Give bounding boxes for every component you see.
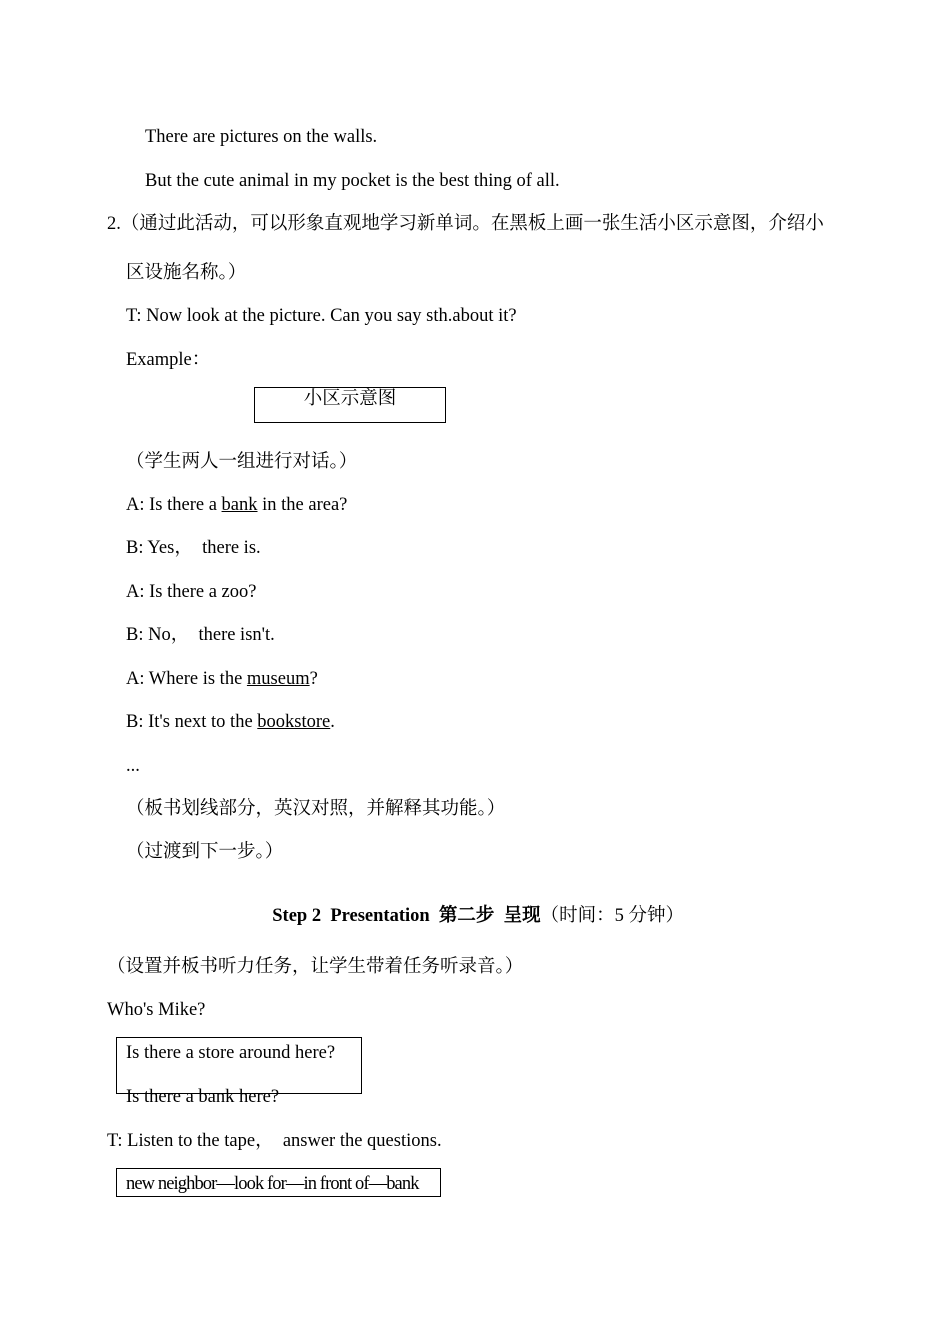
dialogue-line-4: B: No， there isn't. bbox=[126, 625, 275, 645]
box-question-2: Is there a bank here? bbox=[126, 1087, 280, 1107]
dialogue-line-6 bbox=[126, 711, 335, 733]
poem-line-1: There are pictures on the walls. bbox=[145, 127, 378, 147]
listening-task-note: （设置并板书听力任务，让学生带着任务听录音。） bbox=[107, 957, 524, 977]
poem-line-2: But the cute animal in my pocket is the best thing of all. bbox=[145, 171, 560, 191]
question-who-is-mike: Who's Mike? bbox=[107, 1000, 206, 1020]
example-label: Example： bbox=[126, 350, 211, 370]
dialogue-text: A: Where is the bbox=[126, 669, 247, 689]
dialogue-line-2: B: Yes， there is. bbox=[126, 538, 261, 558]
step-2-heading bbox=[263, 883, 684, 927]
item-number: 2. bbox=[107, 214, 121, 234]
underlined-word-museum: museum bbox=[246, 669, 310, 689]
box-question-1: Is there a store around here? bbox=[126, 1043, 336, 1063]
dialogue-text: . bbox=[330, 712, 335, 732]
dialogue-ellipsis: ... bbox=[126, 756, 140, 776]
teacher-instruction: T: Listen to the tape， answer the questions. bbox=[107, 1131, 442, 1151]
transition-note: （过渡到下一步。） bbox=[126, 842, 284, 862]
dialogue-text: in the area? bbox=[257, 495, 348, 515]
dialogue-line-3: A: Is there a zoo? bbox=[126, 582, 257, 602]
dialogue-text: A: Is there a bbox=[126, 495, 222, 515]
step-2-title: Step 2 Presentation 第二步 呈现 bbox=[272, 906, 541, 926]
underlined-word-bank: bank bbox=[221, 495, 258, 515]
instruction-text-1: （通过此活动，可以形象直观地学习新单词。在黑板上画一张生活小区示意图，介绍小 bbox=[120, 214, 824, 234]
dialogue-text: B: It's next to the bbox=[126, 712, 258, 732]
pair-work-note: （学生两人一组进行对话。） bbox=[126, 452, 358, 472]
activity-2-instruction-cont: 区设施名称。） bbox=[126, 263, 247, 283]
dialogue-line-5 bbox=[126, 668, 318, 690]
community-map-label: 小区示意图 bbox=[303, 389, 397, 409]
underlined-word-bookstore: bookstore bbox=[257, 712, 331, 732]
dialogue-line-1 bbox=[126, 494, 347, 516]
activity-2-instruction bbox=[107, 213, 824, 235]
step-2-time: （时间：5 分钟） bbox=[540, 906, 685, 926]
board-note: （板书划线部分，英汉对照，并解释其功能。） bbox=[126, 799, 506, 819]
keyword-chain-text: new neighbor—look for—in front of—bank bbox=[126, 1174, 419, 1194]
teacher-prompt: T: Now look at the picture. Can you say sth.about it? bbox=[126, 306, 517, 326]
dialogue-text: ? bbox=[309, 669, 318, 689]
